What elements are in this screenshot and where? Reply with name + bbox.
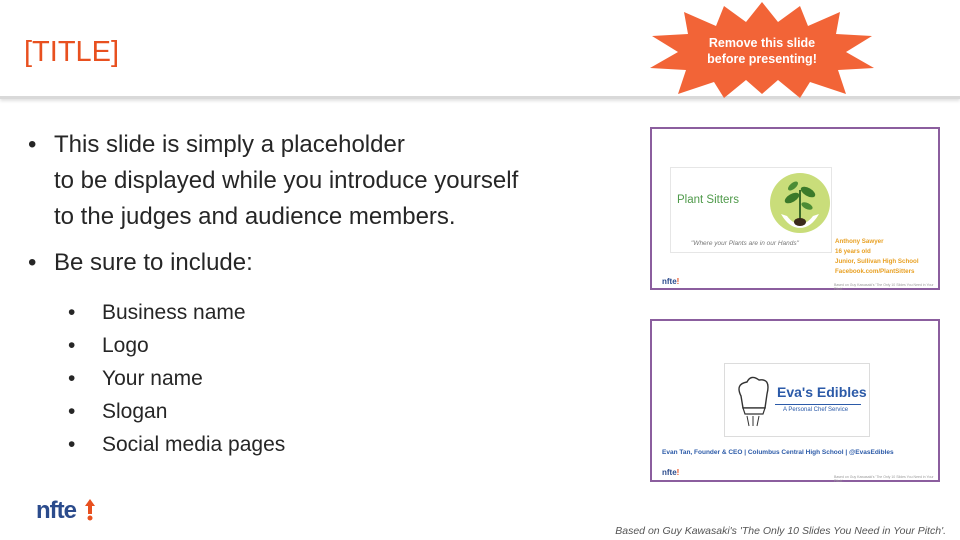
sub-bullet-item (68, 428, 285, 461)
bullet-dot: • (68, 367, 76, 390)
plant-hands-icon (769, 170, 831, 236)
bullet-dot: • (28, 131, 37, 158)
info-line: Anthony Sawyer (835, 238, 884, 245)
sub-bullet-text: Your name (102, 367, 203, 390)
mini-citation: Based on Guy Kawasaki's 'The Only 10 Slides You Need in Your Pitch'. (834, 283, 934, 291)
nfte-exclamation-icon (85, 499, 95, 521)
bullet-dot: • (68, 433, 76, 456)
info-line: 16 years old (835, 248, 871, 255)
example-slide-evas-edibles (650, 319, 940, 482)
sub-bullet-text: Social media pages (102, 433, 286, 456)
sub-bullet-text: Logo (102, 334, 149, 357)
slide-title: [TITLE] (24, 36, 120, 68)
remove-slide-note (650, 35, 874, 67)
mini-nfte-logo (662, 468, 679, 477)
bullet-item (28, 245, 628, 281)
bullet-dot: • (68, 400, 76, 423)
plant-sitters-slogan: "Where your Plants are in our Hands" (691, 240, 799, 247)
note-line-1: Remove this slide (708, 36, 816, 50)
sub-bullet-item (68, 329, 285, 362)
bullet-text: Be sure to include: (54, 249, 253, 276)
chef-hat-icon (733, 374, 773, 430)
sub-bullet-item (68, 395, 285, 428)
bullet-dot: • (28, 249, 37, 276)
logo-rule (775, 404, 861, 405)
mini-logo-text: nfte (662, 277, 677, 286)
mini-citation: Based on Guy Kawasaki's 'The Only 10 Slides You Need in Your Pitch'. (834, 475, 934, 483)
note-line-2: before presenting! (707, 52, 817, 66)
plant-sitters-info (835, 237, 919, 277)
bullet-dot: • (68, 301, 76, 324)
citation: Based on Guy Kawasaki's 'The Only 10 Slides You Need in Your Pitch'. (615, 525, 946, 537)
evas-edibles-logo (724, 363, 870, 437)
mini-nfte-logo (662, 277, 679, 286)
bullet-dot: • (68, 334, 76, 357)
bullet-text: to be displayed while you introduce yourself (54, 167, 519, 194)
sub-bullet-list (68, 296, 285, 461)
bullet-item (28, 127, 628, 235)
plant-sitters-logo (670, 167, 832, 253)
sub-bullet-text: Slogan (102, 400, 168, 423)
sub-bullet-item (68, 296, 285, 329)
info-line: Junior, Sullivan High School (835, 258, 919, 265)
mini-logo-mark: ! (676, 468, 680, 477)
info-line: Facebook.com/PlantSitters (835, 268, 915, 275)
example-slide-plant-sitters (650, 127, 940, 290)
plant-sitters-brand: Plant Sitters (677, 194, 739, 206)
bullet-list (28, 127, 628, 281)
evas-edibles-info: Evan Tan, Founder & CEO | Columbus Central High School | @EvasEdibles (662, 449, 894, 456)
mini-logo-mark: ! (676, 277, 680, 286)
evas-edibles-brand: Eva's Edibles (777, 384, 867, 400)
sub-bullet-text: Business name (102, 301, 246, 324)
nfte-logo: nfte (36, 497, 76, 524)
evas-edibles-tagline: A Personal Chef Service (783, 407, 849, 413)
bullet-text: to the judges and audience members. (54, 203, 456, 230)
sub-bullet-item (68, 362, 285, 395)
mini-logo-text: nfte (662, 468, 677, 477)
bullet-text: This slide is simply a placeholder (54, 131, 405, 158)
